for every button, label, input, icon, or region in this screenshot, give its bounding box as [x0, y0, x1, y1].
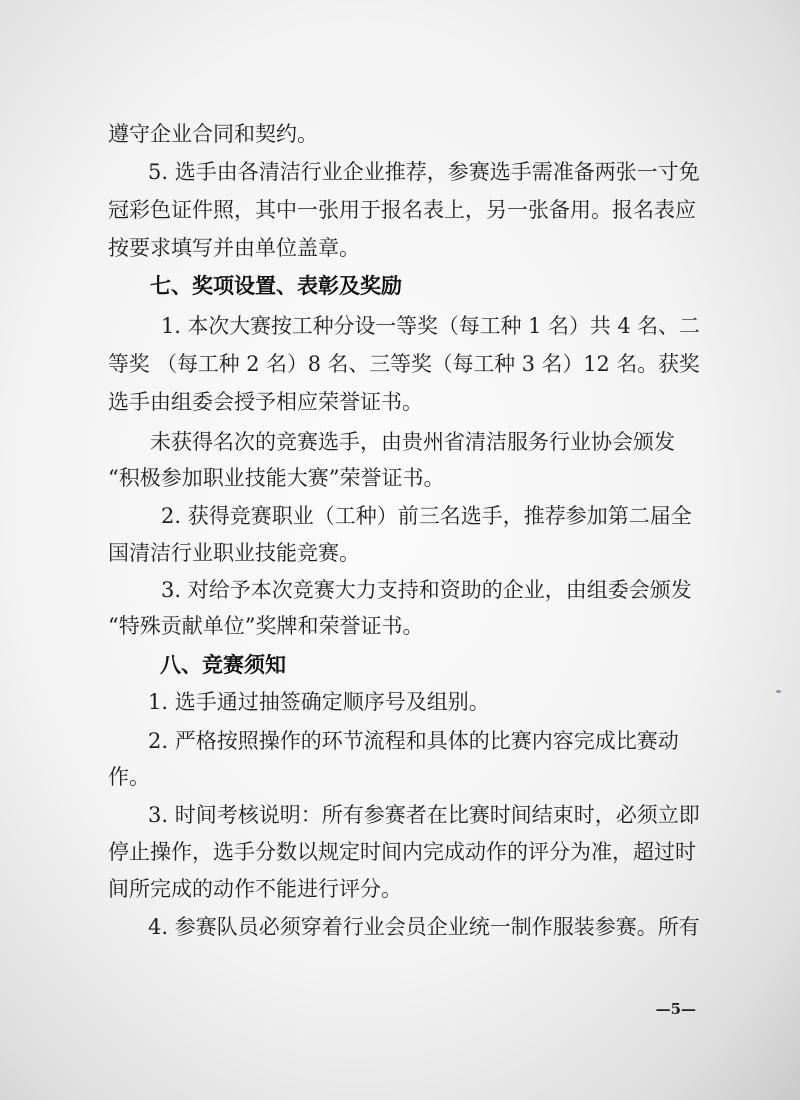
- text-line: 2. 获得竞赛职业（工种）前三名选手，推荐参加第二届全: [161, 504, 692, 528]
- text-line: 作。: [108, 765, 150, 789]
- text-line: 选手由组委会授予相应荣誉证书。: [108, 390, 423, 414]
- section-heading: 七、奖项设置、表彰及奖励: [150, 273, 402, 298]
- text-line: 未获得名次的竞赛选手，由贵州省清洁服务行业协会颁发: [150, 430, 675, 454]
- text-line: “积极参加职业技能大赛”荣誉证书。: [108, 466, 445, 490]
- page-number: —5—: [655, 1000, 696, 1018]
- text-line: 3. 时间考核说明：所有参赛者在比赛时间结束时，必须立即: [148, 803, 700, 827]
- text-line: 4. 参赛队员必须穿着行业会员企业统一制作服装参赛。所有: [148, 915, 700, 939]
- text-line: 5. 选手由各清洁行业企业推荐，参赛选手需准备两张一寸免: [148, 160, 700, 184]
- text-line: 等奖 （每工种 2 名）8 名、三等奖（每工种 3 名）12 名。获奖: [108, 352, 700, 376]
- text-line: 停止操作，选手分数以规定时间内完成动作的评分为准，超过时: [108, 840, 696, 864]
- text-line: 1. 选手通过抽签确定顺序号及组别。: [148, 690, 490, 714]
- text-line: 1. 本次大赛按工种分设一等奖（每工种 1 名）共 4 名、二: [161, 314, 700, 338]
- text-line: 按要求填写并由单位盖章。: [108, 236, 360, 260]
- text-line: 3. 对给予本次竞赛大力支持和资助的企业，由组委会颁发: [161, 578, 692, 602]
- text-line: 间所完成的动作不能进行评分。: [108, 877, 402, 901]
- scan-speck: [776, 690, 781, 693]
- text-line: 国清洁行业职业技能竞赛。: [108, 541, 360, 565]
- section-heading: 八、竞赛须知: [160, 652, 286, 677]
- text-line: 冠彩色证件照，其中一张用于报名表上，另一张备用。报名表应: [108, 198, 696, 222]
- text-line: 2. 严格按照操作的环节流程和具体的比赛内容完成比赛动: [148, 729, 679, 753]
- text-line: “特殊贡献单位”奖牌和荣誉证书。: [108, 614, 424, 638]
- text-line: 遵守企业合同和契约。: [108, 122, 318, 146]
